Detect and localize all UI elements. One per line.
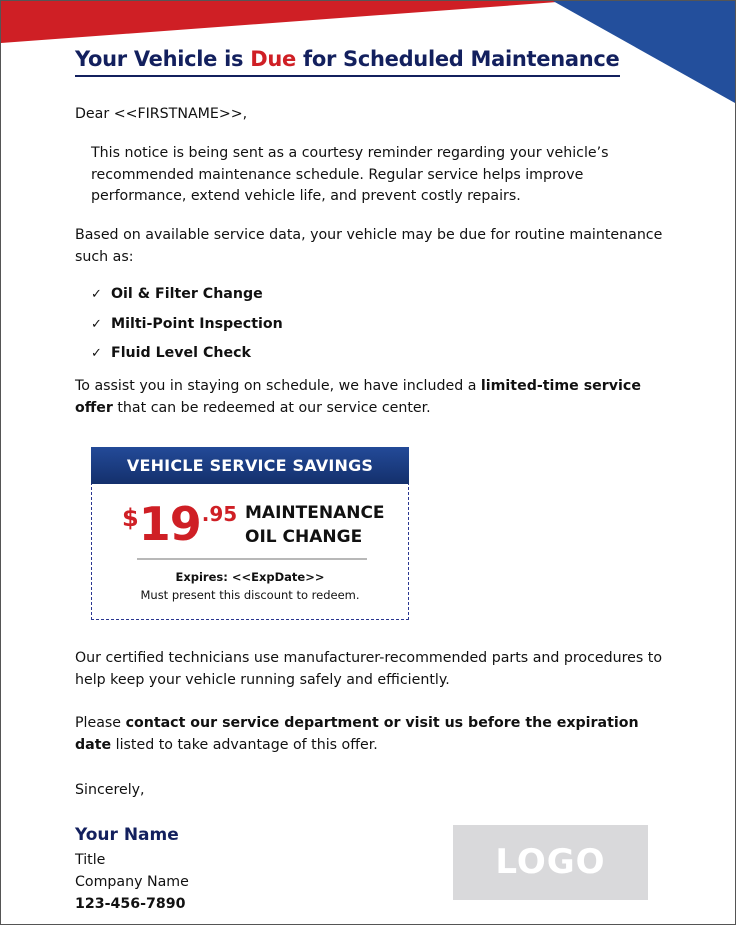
price-currency: $: [122, 504, 139, 532]
page-title: [75, 47, 620, 77]
intro-paragraph: This notice is being sent as a courtesy reminder regarding your vehicle’s recommended maintenance schedule. Regular service helps improve performance, extend vehicle life, and prevent costly repairs.: [91, 145, 609, 204]
title-part2: for Scheduled Maintenance: [295, 47, 620, 71]
title-part1: Your Vehicle is: [75, 47, 251, 71]
signature-phone: 123-456-7890: [75, 896, 186, 912]
coupon-heading: VEHICLE SERVICE SAVINGS: [91, 447, 409, 484]
red-corner-banner: [1, 1, 571, 43]
contact-paragraph: [75, 713, 665, 756]
offer-text-bold: limited-time service offer: [75, 378, 641, 416]
signature-name: Your Name: [75, 825, 179, 845]
coupon-expiry: Expires: <<ExpDate>>: [175, 570, 325, 584]
signature-company: Company Name: [75, 874, 189, 890]
check-icon: ✓: [91, 287, 102, 302]
closing: Sincerely,: [75, 782, 145, 798]
offer-line-1: MAINTENANCE: [245, 503, 385, 523]
coupon-price: [122, 496, 237, 552]
coupon-divider: [137, 558, 367, 560]
greeting: Dear <<FIRSTNAME>>,: [75, 106, 248, 122]
maintenance-checklist: [91, 284, 283, 373]
logo-placeholder: LOGO: [453, 825, 648, 900]
title-due-word: Due: [250, 47, 296, 71]
contact-text-pre: Please: [75, 715, 126, 731]
contact-text-bold: contact our service department or visit us before the expiration date: [75, 715, 639, 753]
technicians-paragraph: Our certified technicians use manufacturer-recommended parts and procedures to help keep your vehicle running safely and efficiently.: [75, 650, 663, 688]
service-coupon: [91, 447, 409, 620]
list-item: [91, 314, 283, 344]
coupon-note: Must present this discount to redeem.: [140, 588, 360, 602]
contact-text-post: listed to take advantage of this offer.: [111, 736, 378, 753]
offer-line-2: OIL CHANGE: [245, 527, 363, 547]
check-icon: ✓: [91, 316, 102, 332]
offer-text-pre: To assist you in staying on schedule, we have included a: [75, 378, 481, 394]
offer-paragraph: [75, 376, 675, 419]
offer-text-post: that can be redeemed at our service center.: [112, 399, 431, 416]
checklist-item-label: Milti-Point Inspection: [111, 315, 283, 332]
checklist-item-label: Fluid Level Check: [111, 345, 251, 361]
price-cents: .95: [201, 502, 238, 526]
checklist-item-label: Oil & Filter Change: [111, 286, 263, 302]
coupon-offer: [245, 501, 385, 549]
list-item: [91, 284, 283, 314]
list-item: [91, 343, 283, 373]
due-paragraph: Based on available service data, your vehicle may be due for routine maintenance such as:: [75, 227, 663, 265]
signature-title: Title: [75, 852, 106, 868]
check-icon: ✓: [91, 346, 102, 361]
price-whole: 19: [138, 497, 201, 551]
